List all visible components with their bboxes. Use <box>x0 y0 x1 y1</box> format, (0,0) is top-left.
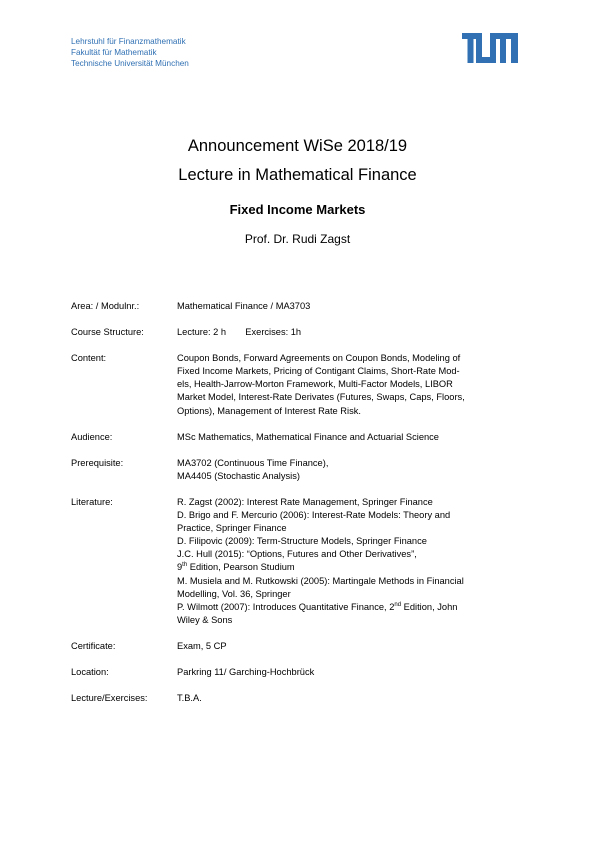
literature-ref-cont: Wiley & Sons <box>177 614 233 625</box>
course-subject: Fixed Income Markets <box>229 202 366 217</box>
content-line: Market Model, Interest-Rate Derivates (Futures, Swaps, Caps, Floors, <box>177 392 465 403</box>
chair-name: Lehrstuhl für Finanzmathematik <box>71 37 186 46</box>
literature-ref <box>177 509 529 522</box>
structure-label: Course Structure: <box>71 327 144 338</box>
literature-ref-cont: Modelling, Vol. 36, Springer <box>177 588 291 599</box>
prerequisite-course: MA3702 (Continuous Time Finance), <box>177 457 329 468</box>
content-line: Fixed Income Markets, Pricing of Contigant Claims, Short-Rate Mod- <box>177 366 460 377</box>
exercise-hours: Exercises: 1h <box>245 327 302 338</box>
content-line: Coupon Bonds, Forward Agreements on Coupon Bonds, Modeling of <box>177 353 461 364</box>
faculty-name: Fakultät für Mathematik <box>71 48 157 57</box>
literature-ref <box>177 575 529 588</box>
content-row <box>71 352 531 417</box>
ref-author: J.C. Hull (2015): <box>177 549 245 560</box>
literature-row <box>71 496 531 627</box>
literature-label: Literature: <box>71 496 113 507</box>
prerequisite-label: Prerequisite: <box>71 457 124 468</box>
ref-author: M. Musiela and M. Rutkowski (2005): <box>177 575 330 586</box>
literature-ref <box>177 548 529 561</box>
tum-logo <box>462 33 518 63</box>
prerequisite-row <box>71 457 531 483</box>
ref-author: P. Wilmott (2007): <box>177 601 251 612</box>
audience-label: Audience: <box>71 431 113 442</box>
content-line: els, Health-Jarrow-Morton Framework, Multi-Factor Models, LIBOR <box>177 379 453 390</box>
lecture-hours: Lecture: 2 h <box>177 327 227 338</box>
literature-ref <box>177 496 529 509</box>
audience-value: MSc Mathematics, Mathematical Finance and Actuarial Science <box>177 431 439 442</box>
area-value: Mathematical Finance / MA3703 <box>177 301 311 311</box>
ref-title: “Options, Futures and Other Derivatives”, <box>244 549 417 560</box>
ref-title: Introduces Quantitative Finance, 2 <box>250 601 395 612</box>
ref-title: Martingale Methods in Financial <box>329 575 464 586</box>
ref-title: Interest Rate Management, Springer Finance <box>244 496 433 507</box>
location-label: Location: <box>71 666 109 677</box>
structure-row <box>71 326 531 339</box>
content-label: Content: <box>71 353 107 364</box>
course-info <box>71 300 531 718</box>
ref-author: R. Zagst (2002): <box>177 496 245 507</box>
prerequisite-course: MA4405 (Stochastic Analysis) <box>177 470 300 481</box>
university-name: Technische Universität München <box>71 59 189 68</box>
literature-ref: D. Filipovic (2009): Term-Structure Models, Springer Finance <box>177 536 427 547</box>
schedule-label: Lecture/Exercises: <box>71 693 148 704</box>
ref-author: D. Brigo and F. Mercurio (2006): <box>177 510 310 521</box>
literature-ref-cont: Practice, Springer Finance <box>177 523 287 534</box>
announcement-title: Announcement WiSe 2018/19 <box>187 137 408 155</box>
certificate-row <box>71 640 531 653</box>
location-row <box>71 666 531 679</box>
content-line: Options), Management of Interest Rate Risk. <box>177 405 361 416</box>
location-value: Parkring 11/ Garching-Hochbrück <box>177 666 315 677</box>
literature-ref: P. Wilmott (2007): Introduces Quantitative Finance, 2nd Edition, John <box>177 601 458 612</box>
schedule-value: T.B.A. <box>177 693 202 704</box>
certificate-label: Certificate: <box>71 640 116 651</box>
literature-ref-cont: 9th Edition, Pearson Studium <box>177 562 295 573</box>
area-label: Area: / Modulnr.: <box>71 301 140 311</box>
chair-header <box>71 36 189 69</box>
schedule-row <box>71 692 531 705</box>
audience-row <box>71 431 531 444</box>
ref-title: Interest-Rate Models: Theory and <box>309 510 451 521</box>
professor-name: Prof. Dr. Rudi Zagst <box>244 232 351 246</box>
certificate-value: Exam, 5 CP <box>177 640 227 651</box>
lecture-title: Lecture in Mathematical Finance <box>178 166 417 184</box>
area-row <box>71 300 531 313</box>
